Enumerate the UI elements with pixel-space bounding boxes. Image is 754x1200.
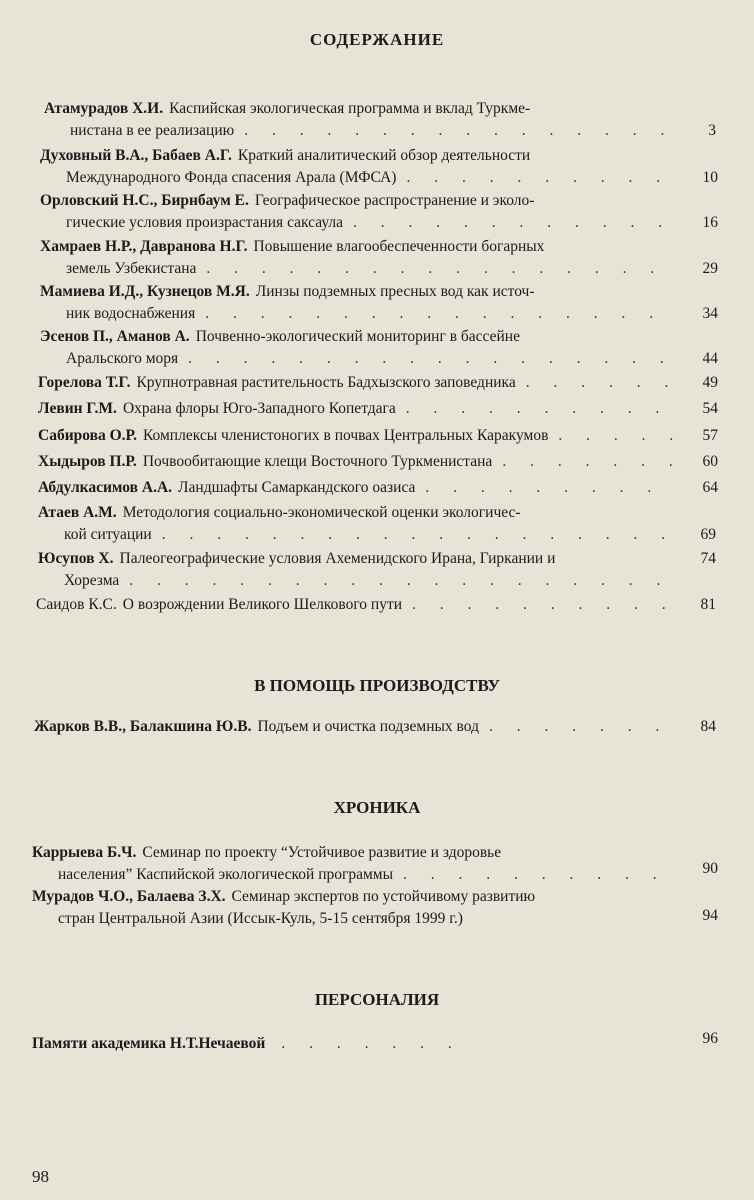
entry-page: 49 [702, 374, 718, 391]
leader-dots [152, 524, 674, 546]
entry-title: Методология социально-экономической оценки экологичес- [122, 504, 521, 521]
section-heading-personalia: ПЕРСОНАЛИЯ [314, 990, 440, 1009]
toc-entry[interactable] [38, 548, 674, 592]
toc-entry[interactable] [36, 594, 674, 616]
entry-page: 81 [700, 596, 716, 613]
entry-title: Подъем и очистка подземных вод [257, 718, 479, 735]
entry-author: Памяти академика Н.Т.Нечаевой [32, 1035, 266, 1052]
page-number: 98 [32, 1167, 49, 1186]
leader-dots [396, 398, 674, 420]
entry-author: Хыдыров П.Р. [38, 453, 137, 470]
leader-dots [479, 716, 674, 738]
toc-entry[interactable] [38, 502, 674, 546]
entry-title: Географическое распространение и эколо- [254, 192, 535, 209]
leader-dots [415, 477, 674, 499]
leader-dots [234, 120, 674, 142]
entry-author: Юсупов Х. [38, 550, 114, 567]
entry-page: 69 [700, 526, 716, 543]
entry-page: 74 [700, 550, 716, 567]
leader-dots [393, 864, 674, 886]
entry-title-cont: Хорезма [64, 572, 120, 589]
entry-page: 10 [702, 169, 718, 186]
toc-entry[interactable] [38, 398, 674, 420]
entry-page: 29 [702, 260, 718, 277]
toc-entry[interactable] [32, 842, 674, 886]
entry-author: Хамраев Н.Р., Давранова Н.Г. [40, 238, 248, 255]
entry-author: Атаев А.М. [38, 504, 117, 521]
entry-title-cont: земель Узбекистана [66, 260, 197, 277]
entry-author: Абдулкасимов А.А. [38, 479, 173, 496]
toc-entry[interactable] [38, 477, 674, 499]
leader-dots [548, 425, 674, 447]
entry-title: Комплексы членистоногих в почвах Центральных Каракумов [142, 427, 549, 444]
leader-dots [119, 570, 674, 592]
entry-author: Жарков В.В., Балакшина Ю.В. [34, 718, 252, 735]
section-heading-chronicle: ХРОНИКА [333, 798, 421, 817]
leader-dots [516, 372, 674, 394]
toc-entry[interactable] [38, 425, 674, 447]
entry-title: Краткий аналитический обзор деятельности [237, 147, 531, 164]
toc-entry[interactable] [32, 886, 674, 930]
toc-entry[interactable] [38, 451, 674, 473]
entry-title-cont: нистана в ее реализацию [70, 122, 235, 139]
toc-entry[interactable] [40, 190, 674, 234]
leader-dots [343, 212, 674, 234]
entry-title: Почвообитающие клещи Восточного Туркменистана [142, 453, 493, 470]
entry-page: 54 [702, 400, 718, 417]
entry-title: Каспийская экологическая программа и вклад Туркме- [169, 100, 531, 117]
entry-author: Эсенов П., Аманов А. [40, 328, 190, 345]
entry-title: Семинар по проекту “Устойчивое развитие и здоровье [142, 844, 502, 861]
entry-author: Духовный В.А., Бабаев А.Г. [40, 147, 232, 164]
entry-title: Ландшафты Самаркандского оазиса [178, 479, 416, 496]
entry-page: 64 [702, 479, 718, 496]
entry-title: Палеогеографические условия Ахеменидского Ирана, Гиркании и [119, 550, 556, 567]
leader-dots [402, 594, 674, 616]
leader-dots [178, 348, 674, 370]
entry-author: Горелова Т.Г. [38, 374, 131, 391]
entry-title: Охрана флоры Юго-Западного Копетдага [122, 400, 396, 417]
entry-title-cont: кой ситуации [64, 526, 152, 543]
entry-page: 57 [702, 427, 718, 444]
toc-entry[interactable] [34, 716, 674, 738]
section-heading-production: В ПОМОЩЬ ПРОИЗВОДСТВУ [254, 676, 500, 695]
entry-page: 44 [702, 350, 718, 367]
entry-page: 96 [702, 1030, 718, 1047]
entry-title-cont: стран Центральной Азии (Иссык-Куль, 5-15 сентября 1999 г.) [58, 910, 463, 927]
entry-title: Почвенно-экологический мониторинг в бассейне [195, 328, 520, 345]
entry-page: 94 [702, 907, 718, 924]
entry-author: Орловский Н.С., Бирнбаум Е. [40, 192, 249, 209]
entry-title-cont: гические условия произрастания саксаула [66, 214, 344, 231]
entry-page: 84 [700, 718, 716, 735]
leader-dots [271, 1033, 472, 1055]
entry-page: 60 [702, 453, 718, 470]
toc-entry[interactable] [40, 145, 674, 189]
entry-title: О возрождении Великого Шелкового пути [122, 596, 403, 613]
entry-title-cont: Аральского моря [66, 350, 179, 367]
entry-title-cont: ник водоснабжения [66, 305, 196, 322]
toc-entry[interactable] [44, 98, 674, 142]
entry-title: Семинар экспертов по устойчивому развитию [231, 888, 536, 905]
entry-author: Саидов К.С. [36, 596, 117, 613]
entry-page: 16 [702, 214, 718, 231]
entry-title: Линзы подземных пресных вод как источ- [255, 283, 535, 300]
toc-entry[interactable] [40, 326, 674, 370]
entry-author: Мамиева И.Д., Кузнецов М.Я. [40, 283, 250, 300]
entry-page: 90 [702, 860, 718, 877]
entry-author: Левин Г.М. [38, 400, 117, 417]
toc-entry[interactable] [40, 281, 674, 325]
leader-dots [196, 258, 674, 280]
entry-author: Сабирова О.Р. [38, 427, 137, 444]
leader-dots [195, 303, 674, 325]
entry-title-cont: населения” Каспийской экологической программы [58, 866, 394, 883]
leader-dots [396, 167, 674, 189]
contents-heading: СОДЕРЖАНИЕ [309, 30, 445, 49]
entry-page: 34 [702, 305, 718, 322]
entry-title-cont: Международного Фонда спасения Арала (МФСА) [66, 169, 397, 186]
toc-entry[interactable] [32, 1033, 472, 1055]
leader-dots [492, 451, 674, 473]
toc-entry[interactable] [38, 372, 674, 394]
entry-author: Мурадов Ч.О., Балаева З.Х. [32, 888, 226, 905]
entry-author: Каррыева Б.Ч. [32, 844, 137, 861]
entry-title: Повышение влагообеспеченности богарных [253, 238, 545, 255]
entry-title: Крупнотравная растительность Бадхызского заповедника [136, 374, 516, 391]
entry-page: 3 [708, 122, 716, 139]
entry-author: Атамурадов Х.И. [44, 100, 164, 117]
toc-entry[interactable] [40, 236, 674, 280]
